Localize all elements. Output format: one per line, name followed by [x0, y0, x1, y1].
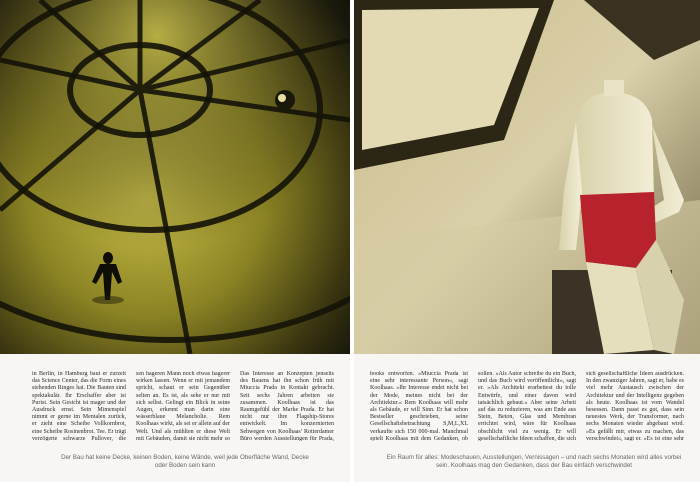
dome-photo-graphic	[0, 0, 350, 354]
text-column: in Berlin, in Hamburg baut er zurzeit das Science Center, das die Form eines stehenden Ringes hat. Die Bauten sind spektakulär. Ihr Erschaffer aber ist Purist. Sein Gesicht ist mager und der Ausdruck ernst. Sein Mimenspiel nimmt er gerne im Mentalen zurück, er zieht eine Scheibe Vollkornbrot, eine Scheibe Rosinenbrot. Tee. Er trägt verzögerte schwarze Pullover, die	[32, 371, 126, 441]
text-column: Das Interesse an Konzepten jenseits des Bauens hat ihn schon früh mit Miuccia Prada in Kontakt gebracht. Seit sechs Jahren arbeiten sie zusammen. Koolhaas ist das Raumgefühl der Marke Prada. Er hat nicht nur ihre Flagship-Stores entwickelt. Im konzernierten Sehwegen von Koolhaas' Rotterdamer Büro werden Ausstellungen für Prada,	[240, 371, 334, 441]
right-text-columns	[370, 371, 684, 441]
text-column: sich gesellschaftliche Ideen ausdrücken. In den zwanziger Jahren, sagt er, habe es viel mehr Austausch zwischen der Architektur und der Intelligenz gegeben als heute. Koolhaas ist vom Wandel besessen. Dann passt es gut, dass sein neuestes Werk, der Transformer, nach sechs Monaten wieder abgebaut wird. »Es gefällt mir, etwas zu machen, das verschwindet«, sagt er. »Es ist eine sehr	[586, 371, 684, 441]
dome-interior-photo	[0, 0, 350, 354]
text-column: sen hageren Mann noch etwas hagerer wirken lassen. Wenn er mit jemandem spricht, schaut er sein Gegenüber selten an. Es ist, als sehe er nur mit sich selbst. Gelingt ein Blick in seine Augen, erkennt man darin eine wässerblaue Melancholie. Rem Koolhaas wirkt, als sei er allein auf der Welt. Und als mühlten er diese Welt mit Gebäuden, damit sie nicht mehr so	[136, 371, 230, 441]
text-column: sollen. »Als Autor schreibe du ein Buch, und das Buch wird veröffentlicht«, sagt er. »Als Architekt erarbeitest du tolle Entwürfe, und einer davon wird tatsächlich gebaut.« Aber seine Arbeit auf das zu reduzieren, was am Ende aus Stein, Beton, Glas und Membran errichtet wird, wäre für Koolhaas obschlicht viel zu wenig. Er will gesellschaftliche Ideen schaffen, die sich	[478, 371, 576, 441]
mannequin-photo	[354, 0, 700, 354]
photo-caption: Ein Raum für alles: Modeschauen, Ausstellungen, Vernissagen – und nach sechs Monaten wird alles vorbei sein. Koolhaas mag den Gedanken, dass der Bau einfach verschwindet	[386, 454, 682, 469]
text-column: books entworfen. »Miuccia Prada ist eine sehr interessante Person«, sagt Koolhaas. »Ihr Interesse endet nicht bei der Mode, meines nicht bei der Architektur.« Rem Koolhaas will mehr als Gebäude, er will Sinn. Er hat schon Bestseller geschrieben, seine Gesellschaftsbetrachtung S,M,L,XL verkaufte sich 150 000-mal. Manchmal spielt Koolhaas mit dem Gedanken, ob	[370, 371, 468, 441]
left-text-columns	[32, 371, 334, 441]
right-page	[354, 0, 700, 482]
photo-caption: Der Bau hat keine Decke, keinen Boden, keine Wände, weil jede Oberfläche Wand, Decke oder Boden sein kann	[61, 454, 309, 469]
mannequin-photo-graphic	[354, 0, 700, 354]
